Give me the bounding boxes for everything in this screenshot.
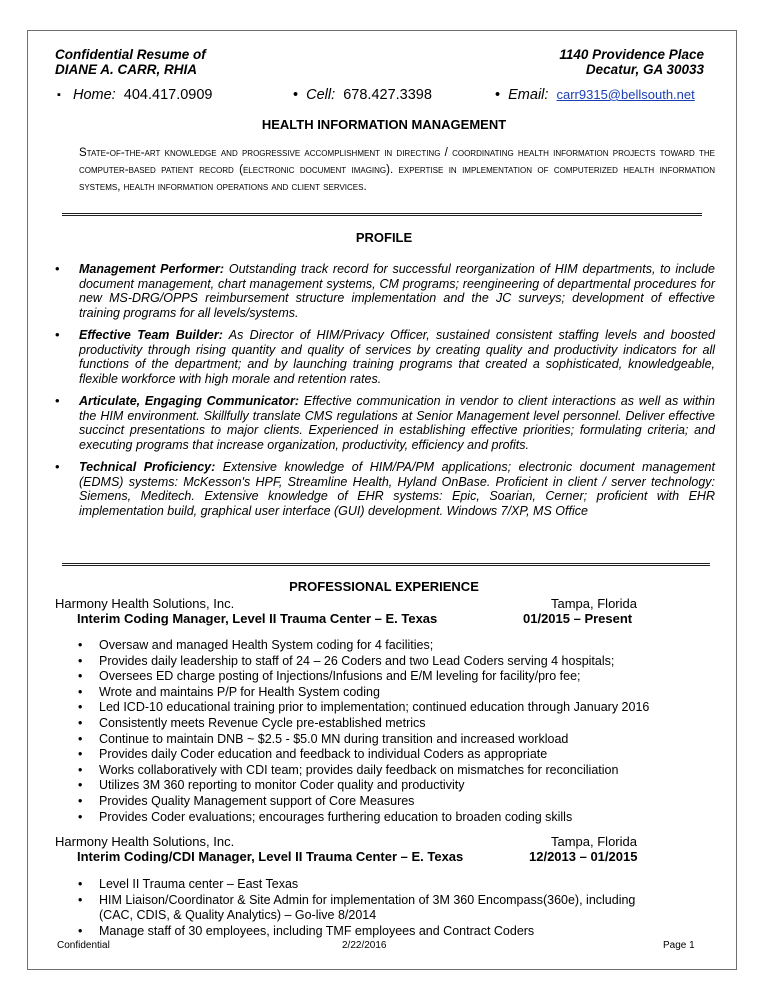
profile-item-label: Technical Proficiency: bbox=[79, 460, 216, 474]
job-title: Interim Coding/CDI Manager, Level II Trauma Center – E. Texas bbox=[77, 849, 464, 864]
profile-item-text: Outstanding track record for successful reorganization of HIM departments, to include document management, chart management systems, CM programs; reengineering of departmental procedures for new MS-DRG/OPPS reimbursement structure implementation and the JC surveys; development of effective training programs for all levels/systems. bbox=[79, 262, 715, 320]
duty-item: • Provides Quality Management support of Core Measures bbox=[77, 794, 717, 810]
duty-item: • Provides Coder evaluations; encourages furthering education to broaden coding skills bbox=[77, 810, 717, 826]
home-phone: 404.417.0909 bbox=[123, 87, 213, 103]
duty-item: • Utilizes 3M 360 reporting to monitor Coder quality and productivity bbox=[77, 778, 717, 794]
section-divider bbox=[62, 213, 702, 216]
job-dates: 01/2015 – Present bbox=[523, 611, 633, 626]
home-label: Home: bbox=[73, 87, 116, 103]
address-city: Decatur, GA 30033 bbox=[585, 62, 704, 77]
address-street: 1140 Providence Place bbox=[559, 47, 704, 62]
email-link[interactable]: carr9315@bellsouth.net bbox=[556, 87, 695, 102]
bullet-icon: • bbox=[495, 87, 501, 103]
duty-item: • Consistently meets Revenue Cycle pre-established metrics bbox=[77, 716, 717, 732]
duty-item: • Level II Trauma center – East Texas bbox=[77, 877, 717, 893]
experience-heading: PROFESSIONAL EXPERIENCE bbox=[289, 579, 479, 594]
contact-home bbox=[57, 87, 212, 103]
footer-confidential: Confidential bbox=[57, 940, 110, 951]
duty-item: • Oversees ED charge posting of Injections/Infusions and E/M leveling for facility/pro fee; bbox=[77, 669, 717, 685]
contact-email bbox=[495, 87, 695, 103]
cell-phone: 678.427.3398 bbox=[343, 87, 432, 103]
job-duties bbox=[77, 877, 717, 939]
profile-item-text: As Director of HIM/Privacy Officer, sustained consistent staffing levels and boosted productivity through rising quantity and quality of services by creating quality and productivity indicators for all functions of the department; and by launching training programs that created a sophisticated, knowledgeable, flexible workforce with high morale and retention rates. bbox=[79, 328, 715, 386]
duty-continuation: (CAC, CDIS, & Quality Analytics) – Go-live 8/2014 bbox=[99, 908, 377, 923]
profile-heading: PROFILE bbox=[355, 230, 413, 245]
job-dates: 12/2013 – 01/2015 bbox=[529, 849, 638, 864]
duty-item: • HIM Liaison/Coordinator & Site Admin for implementation of 3M 360 Encompass(360e), including bbox=[77, 893, 717, 909]
job-location: Tampa, Florida bbox=[551, 596, 637, 611]
duty-item: • Continue to maintain DNB ~ $2.5 - $5.0 MN during transition and increased workload bbox=[77, 732, 717, 748]
job-company: Harmony Health Solutions, Inc. bbox=[55, 596, 235, 611]
footer-date: 2/22/2016 bbox=[342, 940, 387, 951]
profile-item-text: Effective communication in vendor to client interactions as well as within the HIM environment. Skillfully translate CMS regulations at Senior Management level personnel. Deliver effective succinct presentations to major clients. Experienced in establishing effective priorities; formulating criteria; and executing programs that increase organization, productivity, efficiency and profits. bbox=[79, 394, 715, 452]
email-label: Email: bbox=[508, 87, 549, 103]
bullet-icon: • bbox=[293, 87, 299, 103]
profile-item-label: Effective Team Builder: bbox=[79, 328, 223, 342]
profile-item bbox=[54, 394, 715, 452]
summary-paragraph: State-of-the-art knowledge and progressive accomplishment in directing / coordinating health information projects toward the computer-based patient record (electronic document imaging). expertise in implementation of computerized health information systems, health information operations and client services. bbox=[79, 147, 715, 193]
job-location: Tampa, Florida bbox=[551, 834, 637, 849]
duty-item: • Provides daily Coder education and feedback to individual Coders as appropriate bbox=[77, 747, 717, 763]
footer-page-number: Page 1 bbox=[663, 940, 695, 951]
duty-item: • Oversaw and managed Health System coding for 4 facilities; bbox=[77, 638, 717, 654]
job-duties bbox=[77, 638, 717, 825]
section-divider bbox=[62, 563, 710, 566]
duty-item: • Manage staff of 30 employees, including TMF employees and Contract Coders bbox=[77, 924, 717, 940]
job-title: Interim Coding Manager, Level II Trauma Center – E. Texas bbox=[77, 611, 438, 626]
job-company: Harmony Health Solutions, Inc. bbox=[55, 834, 235, 849]
profile-item-label: Articulate, Engaging Communicator: bbox=[79, 394, 299, 408]
headline: HEALTH INFORMATION MANAGEMENT bbox=[261, 117, 507, 132]
candidate-name: DIANE A. CARR, RHIA bbox=[55, 62, 198, 77]
profile-item bbox=[54, 328, 715, 386]
duty-item: • Wrote and maintains P/P for Health System coding bbox=[77, 685, 717, 701]
duty-item: • Works collaboratively with CDI team; provides daily feedback on mismatches for reconciliation bbox=[77, 763, 717, 779]
header-confidential-label: Confidential Resume of bbox=[55, 47, 206, 62]
profile-item-text: Extensive knowledge of HIM/PA/PM applications; electronic document management (EDMS) systems: McKesson's HPF, Streamline Health, Hyland OnBase. Proficient in client / server technology: Siemens, Meditech. Extensive knowledge of EHR systems: Epic, Soarian, Cerner; proficient with EHR implementation build, graphical user interface (GUI) development. Windows 7/XP, MS Office bbox=[79, 460, 715, 518]
duty-item: • Provides daily leadership to staff of 24 – 26 Coders and two Lead Coders serving 4 hospitals; bbox=[77, 654, 717, 670]
square-bullet-icon: ▪ bbox=[57, 89, 61, 101]
profile-item bbox=[54, 460, 715, 518]
profile-item-label: Management Performer: bbox=[79, 262, 225, 276]
duty-item: • Led ICD-10 educational training prior to implementation; continued education through January 2016 bbox=[77, 700, 717, 716]
profile-list bbox=[54, 262, 715, 526]
contact-cell bbox=[293, 87, 432, 103]
profile-item bbox=[54, 262, 715, 320]
cell-label: Cell: bbox=[306, 87, 336, 103]
